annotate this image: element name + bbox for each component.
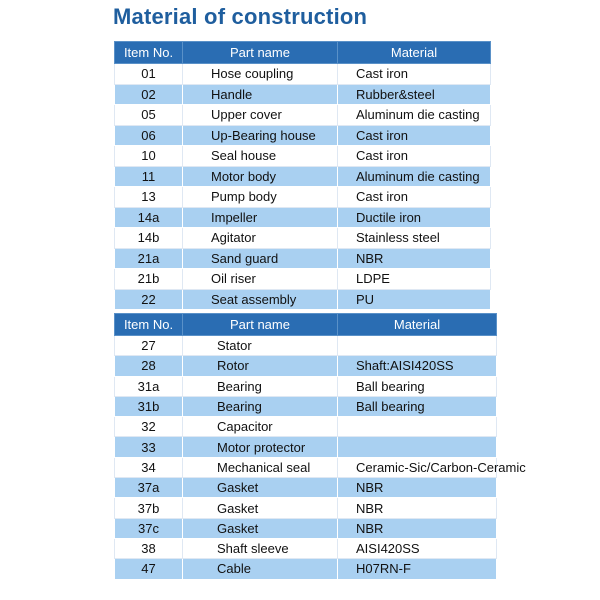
cell-material [338, 417, 497, 437]
cell-part-name: Sand guard [183, 248, 338, 269]
cell-item-no: 05 [115, 105, 183, 126]
table-row [115, 84, 491, 105]
column-header-material: Material [338, 42, 491, 64]
cell-item-no: 21a [115, 248, 183, 269]
table-row [115, 146, 491, 167]
cell-part-name: Gasket [183, 518, 338, 538]
table-row [115, 289, 491, 310]
table-header-row [115, 42, 491, 64]
table-header-row [115, 314, 497, 336]
cell-item-no: 47 [115, 559, 183, 579]
table-row [115, 376, 497, 396]
cell-material: NBR [338, 248, 491, 269]
table-row [115, 166, 491, 187]
cell-item-no: 37b [115, 498, 183, 518]
cell-item-no: 06 [115, 125, 183, 146]
cell-item-no: 31b [115, 396, 183, 416]
cell-item-no: 27 [115, 336, 183, 356]
table-row [115, 478, 497, 498]
cell-part-name: Oil riser [183, 269, 338, 290]
page-title: Material of construction [113, 4, 368, 29]
cell-material: H07RN-F [338, 559, 497, 579]
table-row [115, 457, 497, 477]
materials-table-1 [114, 41, 491, 310]
table-row [115, 518, 497, 538]
cell-item-no: 21b [115, 269, 183, 290]
cell-part-name: Stator [183, 336, 338, 356]
cell-material: Aluminum die casting [338, 166, 491, 187]
cell-material: Shaft:AISI420SS [338, 356, 497, 376]
cell-part-name: Impeller [183, 207, 338, 228]
cell-part-name: Motor protector [183, 437, 338, 457]
cell-part-name: Gasket [183, 498, 338, 518]
cell-material: NBR [338, 498, 497, 518]
cell-part-name: Seat assembly [183, 289, 338, 310]
cell-part-name: Motor body [183, 166, 338, 187]
table-row [115, 498, 497, 518]
cell-part-name: Up-Bearing house [183, 125, 338, 146]
cell-item-no: 32 [115, 417, 183, 437]
column-header-item-no: Item No. [115, 314, 183, 336]
cell-item-no: 14b [115, 228, 183, 249]
cell-material: Cast iron [338, 125, 491, 146]
cell-part-name: Hose coupling [183, 64, 338, 85]
column-header-part-name: Part name [183, 42, 338, 64]
cell-material: NBR [338, 518, 497, 538]
cell-item-no: 33 [115, 437, 183, 457]
cell-material: Ball bearing [338, 376, 497, 396]
cell-part-name: Pump body [183, 187, 338, 208]
cell-item-no: 10 [115, 146, 183, 167]
cell-material: Rubber&steel [338, 84, 491, 105]
table-row [115, 356, 497, 376]
cell-item-no: 22 [115, 289, 183, 310]
cell-part-name: Upper cover [183, 105, 338, 126]
cell-material: Ductile iron [338, 207, 491, 228]
cell-item-no: 34 [115, 457, 183, 477]
cell-part-name: Gasket [183, 478, 338, 498]
table-row [115, 228, 491, 249]
materials-table-2 [114, 313, 526, 580]
cell-part-name: Shaft sleeve [183, 538, 338, 558]
column-header-item-no: Item No. [115, 42, 183, 64]
table-row [115, 187, 491, 208]
cell-item-no: 31a [115, 376, 183, 396]
cell-material: NBR [338, 478, 497, 498]
cell-part-name: Bearing [183, 376, 338, 396]
cell-part-name: Capacitor [183, 417, 338, 437]
cell-item-no: 11 [115, 166, 183, 187]
table-row [115, 125, 491, 146]
cell-item-no: 14a [115, 207, 183, 228]
table-row [115, 417, 497, 437]
cell-item-no: 02 [115, 84, 183, 105]
table-row [115, 105, 491, 126]
cell-material: Ball bearing [338, 396, 497, 416]
column-header-part-name: Part name [183, 314, 338, 336]
cell-part-name: Bearing [183, 396, 338, 416]
cell-material: Stainless steel [338, 228, 491, 249]
cell-part-name: Seal house [183, 146, 338, 167]
cell-material: Cast iron [338, 146, 491, 167]
cell-item-no: 28 [115, 356, 183, 376]
cell-part-name: Cable [183, 559, 338, 579]
column-header-material: Material [338, 314, 497, 336]
cell-material [338, 437, 497, 457]
cell-material: Aluminum die casting [338, 105, 491, 126]
table-row [115, 64, 491, 85]
cell-item-no: 13 [115, 187, 183, 208]
cell-item-no: 38 [115, 538, 183, 558]
cell-material: Cast iron [338, 187, 491, 208]
cell-part-name: Agitator [183, 228, 338, 249]
cell-part-name: Rotor [183, 356, 338, 376]
table-row [115, 336, 497, 356]
cell-material: Cast iron [338, 64, 491, 85]
cell-item-no: 01 [115, 64, 183, 85]
cell-item-no: 37a [115, 478, 183, 498]
cell-material: Ceramic-Sic/Carbon-Ceramic [338, 457, 497, 477]
table-row [115, 207, 491, 228]
table-row [115, 248, 491, 269]
table-row [115, 538, 497, 558]
cell-material: AISI420SS [338, 538, 497, 558]
cell-material: LDPE [338, 269, 491, 290]
cell-material: PU [338, 289, 491, 310]
table-row [115, 269, 491, 290]
table-row [115, 437, 497, 457]
table-row [115, 396, 497, 416]
cell-part-name: Handle [183, 84, 338, 105]
cell-part-name: Mechanical seal [183, 457, 338, 477]
table-row [115, 559, 497, 579]
cell-item-no: 37c [115, 518, 183, 538]
cell-material [338, 336, 497, 356]
